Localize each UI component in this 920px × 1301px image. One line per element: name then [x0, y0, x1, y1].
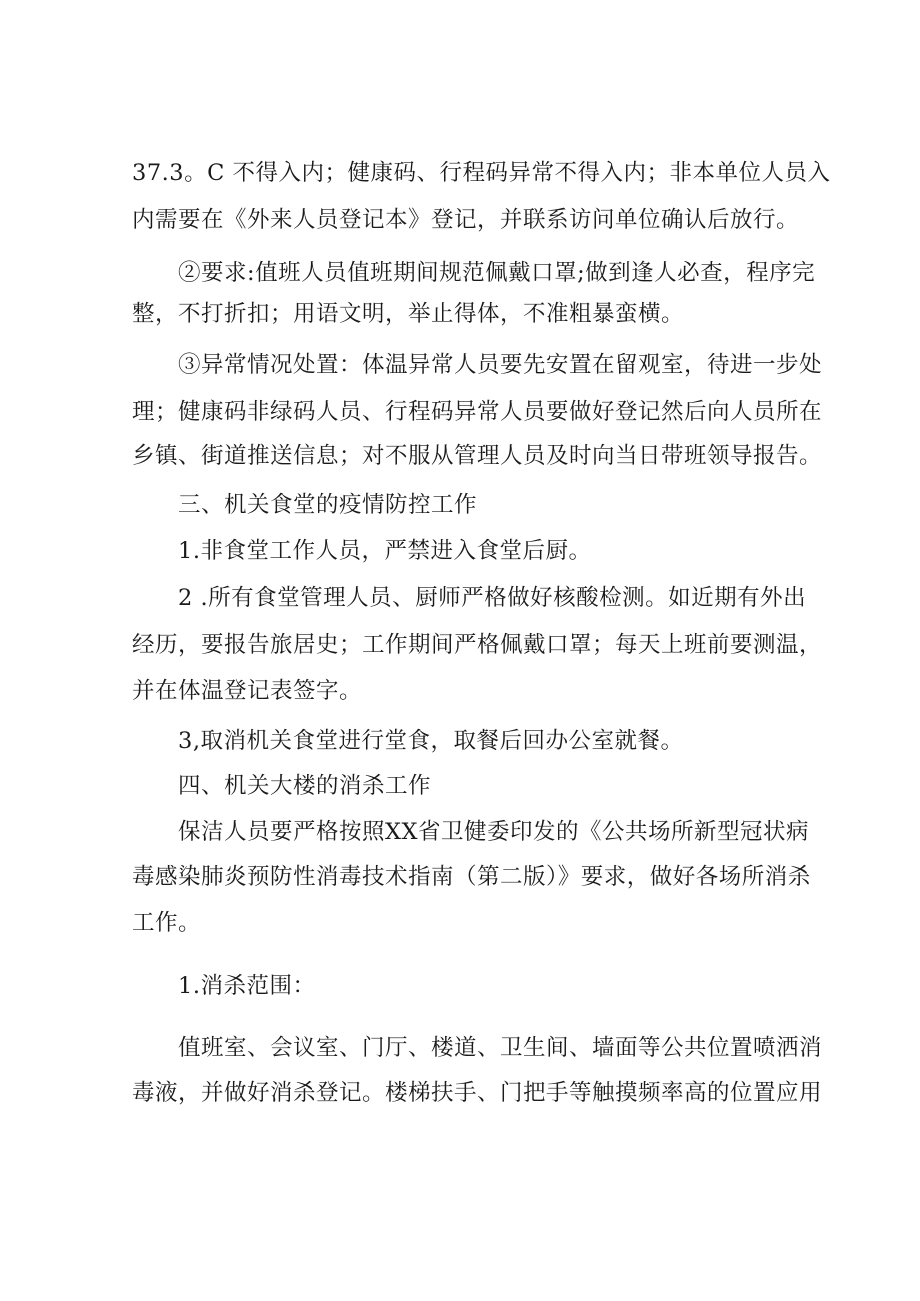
- list-item: 2 .所有食堂管理人员、厨师严格做好核酸检测。如近期有外出: [178, 585, 807, 611]
- text-line: 整，不打折扣；用语文明，举止得体，不准粗暴蛮横。: [132, 301, 685, 327]
- list-item: 3,取消机关食堂进行堂食，取餐后回办公室就餐。: [178, 728, 684, 754]
- text-line: 值班室、会议室、门厅、楼道、卫生间、墙面等公共位置喷洒消: [178, 1035, 823, 1061]
- text-line: ②要求:值班人员值班期间规范佩戴口罩;做到逢人必查，程序完: [178, 260, 816, 286]
- text-line: 毒感染肺炎预防性消毒技术指南（第二版）》要求，做好各场所消杀: [132, 864, 811, 890]
- text-line: 保洁人员要严格按照XX省卫健委印发的《公共场所新型冠状病: [178, 819, 810, 845]
- text-line: 并在体温登记表签字。: [132, 678, 363, 704]
- list-item: 1.非食堂工作人员，严禁进入食堂后厨。: [178, 538, 592, 564]
- text-line: 经历，要报告旅居史；工作期间严格佩戴口罩；每天上班前要测温，: [132, 632, 823, 658]
- text-line: 毒液，并做好消杀登记。楼梯扶手、门把手等触摸频率高的位置应用: [132, 1080, 823, 1106]
- text-line: 37.3。C 不得入内；健康码、行程码异常不得入内；非本单位人员入: [132, 160, 831, 186]
- section-heading: 四、机关大楼的消杀工作: [178, 773, 432, 799]
- text-line: 工作。: [132, 910, 202, 936]
- list-item: 1.消杀范围：: [178, 973, 316, 999]
- text-line: 乡镇、街道推送信息；对不服从管理人员及时向当日带班领导报告。: [132, 443, 823, 469]
- text-line: 内需要在《外来人员登记本》登记，并联系访问单位确认后放行。: [132, 207, 800, 233]
- section-heading: 三、机关食堂的疫情防控工作: [178, 492, 478, 518]
- text-line: ③异常情况处置：体温异常人员要先安置在留观室，待进一步处: [178, 352, 823, 378]
- text-line: 理；健康码非绿码人员、行程码异常人员要做好登记然后向人员所在: [132, 399, 823, 425]
